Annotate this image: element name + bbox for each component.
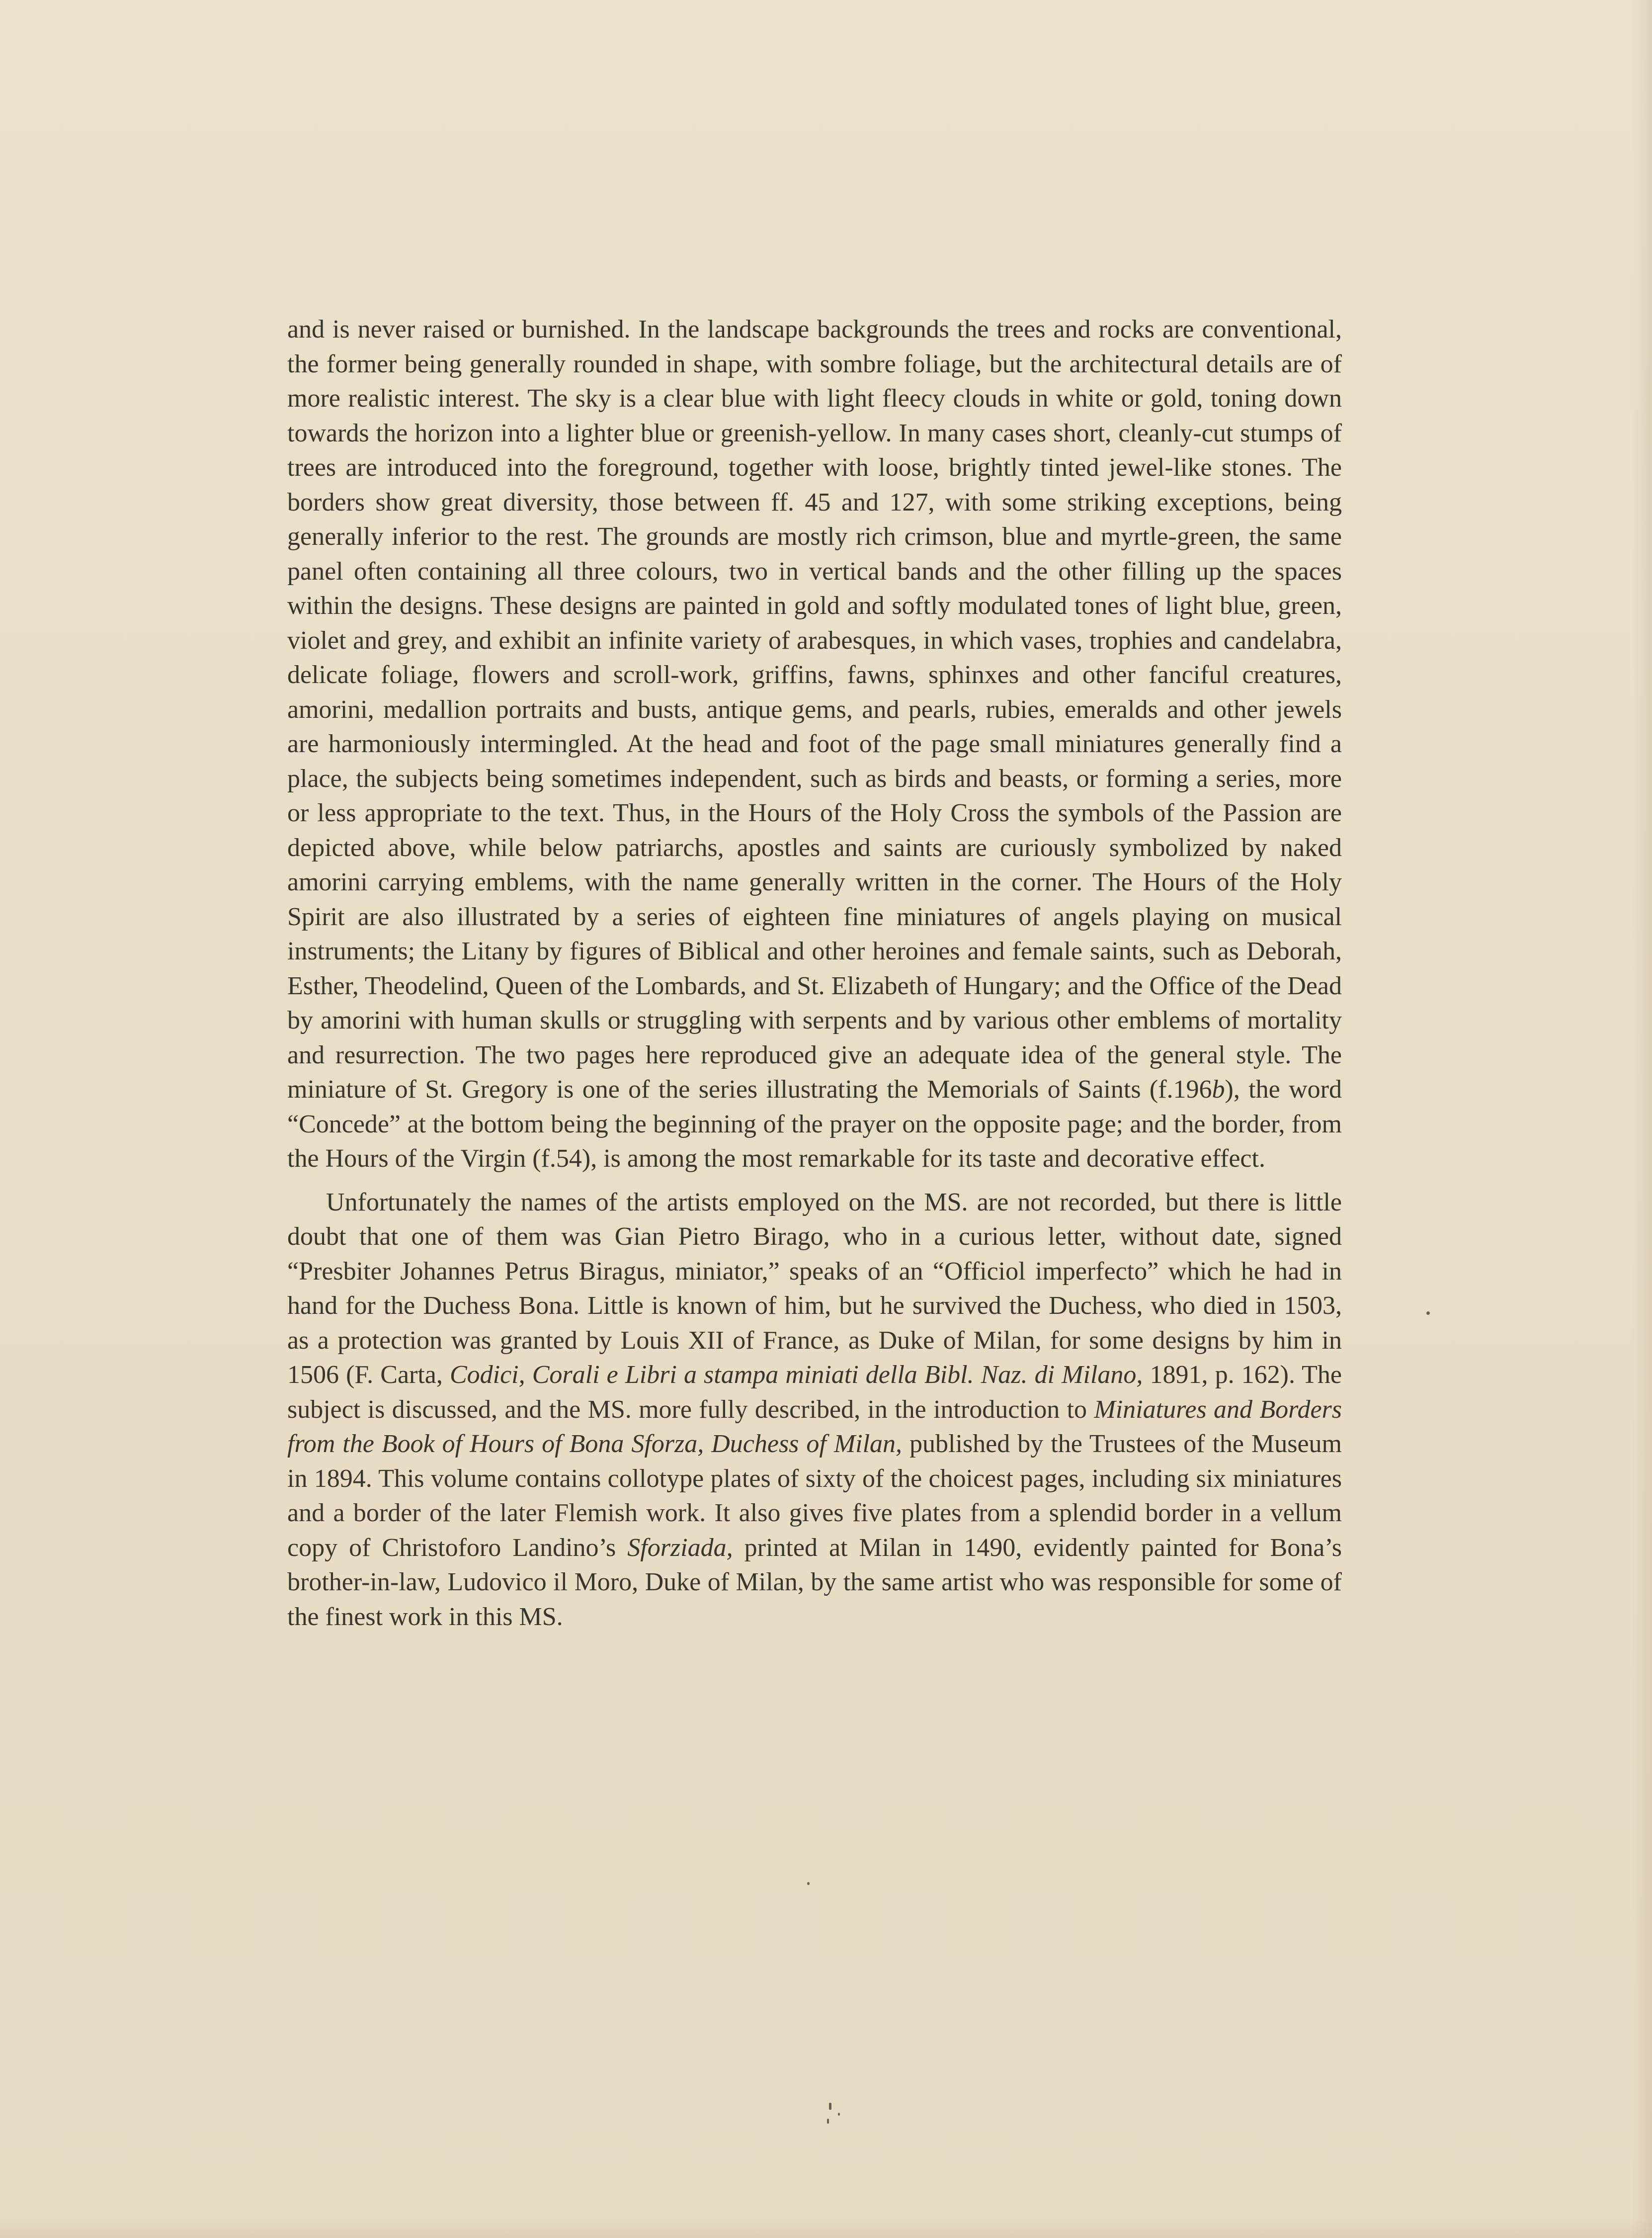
page-edge-shadow-bottom	[0, 2218, 1652, 2238]
paragraph-2-italic-sforziada: Sforziada,	[627, 1533, 733, 1562]
paragraph-2-text-mid: 1891, p. 162). The subject is discussed, and the MS. more fully described, in the introduction to	[287, 1361, 1342, 1424]
paragraph-2-text-end: printed at Milan in 1490, evidently painted for Bona’s brother-in-law, Ludovico il Moro, Duke of Milan, by the same artist who was responsible for some of the finest work in this MS.	[287, 1533, 1342, 1631]
paragraph-1	[287, 312, 1342, 1176]
paragraph-1-italic-folio: b	[1212, 1075, 1225, 1104]
paper-speck	[1426, 1311, 1430, 1315]
paragraph-1-text-end: ), the word “Concede” at the bottom being the beginning of the prayer on the opposite page; and the border, from the Hours of the Virgin (f.54), is among the most remarkable for its taste and decorative effect.	[287, 1075, 1342, 1173]
page-edge-shadow-right	[1632, 0, 1652, 2238]
paper-speck	[838, 2113, 840, 2116]
paragraph-2-text-later: published by the Trustees of the Museum in 1894. This volume contains collotype plates of sixty of the choicest pages, including six miniatures and a border of the later Flemish work. It also gives five plates from a splendid border in a vellum copy of Christoforo Landino’s	[287, 1430, 1342, 1562]
paragraph-2-italic-book-title: Miniatures and Borders from the Book of Hours of Bona Sforza, Duchess of Milan,	[287, 1395, 1342, 1458]
paragraph-2	[287, 1185, 1342, 1635]
paper-speck	[807, 1882, 810, 1885]
body-text	[287, 312, 1342, 1634]
paragraph-2-italic-citation: Codici, Corali e Libri a stampa miniati della Bibl. Naz. di Milano,	[449, 1361, 1143, 1389]
paper-speck	[827, 2119, 829, 2124]
paragraph-1-text: and is never raised or burnished. In the landscape backgrounds the trees and rocks are conventional, the former being generally rounded in shape, with sombre foliage, but the architectural details are of more realistic interest. The sky is a clear blue with light fleecy clouds in white or gold, toning down towards the horizon into a lighter blue or greenish-yellow. In many cases short, cleanly-cut stumps of trees are introduced into the foreground, together with loose, brightly tinted jewel-like stones. The borders show great diversity, those between ff. 45 and 127, with some striking exceptions, being generally inferior to the rest. The grounds are mostly rich crimson, blue and myrtle-green, the same panel often containing all three colours, two in vertical bands and the other filling up the spaces within the designs. These designs are painted in gold and softly modulated tones of light blue, green, violet and grey, and exhibit an infinite variety of arabesques, in which vases, trophies and candelabra, delicate foliage, flowers and scroll-work, griffins, fawns, sphinxes and other fanciful creatures, amorini, medallion portraits and busts, antique gems, and pearls, rubies, emeralds and other jewels are harmoniously intermingled. At the head and foot of the page small miniatures generally find a place, the subjects being sometimes independent, such as birds and beasts, or forming a series, more or less appropriate to the text. Thus, in the Hours of the Holy Cross the symbols of the Passion are depicted above, while below patriarchs, apostles and saints are curiously symbolized by naked amorini carrying emblems, with the name generally written in the corner. The Hours of the Holy Spirit are also illustrated by a series of eighteen fine miniatures of angels playing on musical instruments; the Litany by figures of Biblical and other heroines and female saints, such as Deborah, Esther, Theodelind, Queen of the Lombards, and St. Elizabeth of Hungary; and the Office of the Dead by amorini with human skulls or struggling with serpents and by various other emblems of mortality and resurrection. The two pages here reproduced give an adequate idea of the general style. The miniature of St. Gregory is one of the series illustrating the Memorials of Saints (f.196	[287, 315, 1342, 1104]
paper-speck	[829, 2103, 831, 2110]
paragraph-2-text: Unfortunately the names of the artists employed on the MS. are not recorded, but there is little doubt that one of them was Gian Pietro Birago, who in a curious letter, without date, signed “Presbiter Johannes Petrus Biragus, miniator,” speaks of an “Officiol imperfecto” which he had in hand for the Duchess Bona. Little is known of him, but he survived the Duchess, who died in 1503, as a protection was granted by Louis XII of France, as Duke of Milan, for some designs by him in 1506 (F. Carta,	[287, 1188, 1342, 1389]
